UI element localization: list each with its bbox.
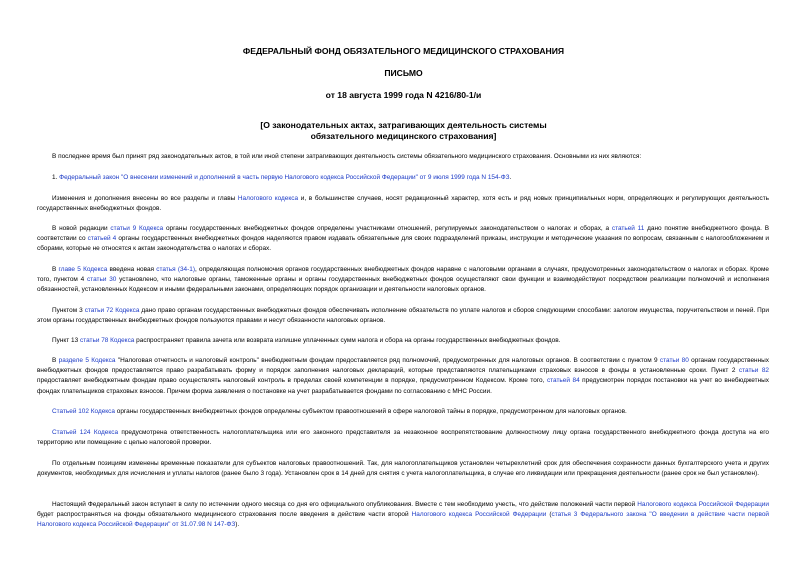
paragraph-text: По отдельным позициям изменены временные показатели для субъектов налоговых правоотношений. Так, для налогоплательщиков установлен четырехлетний срок для обеспечения сохранности данных бухгалтерского учета и других документов, необходимых для исчисления и уплаты налогов (ранее было 3 года). Установлен срок в 14 дней для снятия с учета налогоплательщика, в случае его ликвидации или прекращения деятельности (ранее срок не был установлен). (37, 460, 769, 478)
paragraph-text: Пунктом 3 (52, 307, 85, 314)
paragraph-text: В последнее время был принят ряд законодательных актов, в той или иной степени затрагивающих деятельность системы обязательного медицинского страхования. Основными из них являются: (52, 153, 642, 160)
paragraph-law-1 (37, 173, 769, 183)
document-link[interactable]: статьи 72 Кодекса (84, 307, 140, 314)
paragraph-text: распространяет правила зачета или возврата излишне уплаченных сумм налога и сбора на органы государственных внебюджетных фондов. (134, 337, 561, 344)
document-link[interactable]: статьи 78 Кодекса (79, 337, 135, 344)
paragraph-text: установлено, что налоговые органы, таможенные органы и органы государственных внебюджетных фондов осуществляют свои функции и взаимодействуют посредством реализации полномочий и исполнения обязанностей, установленных Кодексом и иными федеральными законами, определяющих порядок организации и деятельности налоговых органов. (37, 276, 769, 294)
paragraph-time-limits (37, 459, 769, 479)
paragraph-text: будет распространяться на фонды обязательного медицинского страхования после введения в действие части второй (37, 511, 412, 519)
paragraph-article-124 (37, 428, 769, 448)
paragraph-text: предоставляет внебюджетным фондам право осуществлять налоговый контроль в пределах своей компетенции в порядке, предусмотренном Кодексом. Кроме того, (37, 377, 547, 385)
doc-date-number: от 18 августа 1999 года N 4216/80-1/и (325, 90, 482, 100)
paragraph-text: ). (235, 521, 240, 529)
paragraph-text: В новой редакции (52, 225, 111, 232)
document-link[interactable]: статья 3 Федерального закона "О введении в действие части первой Налогового кодекса Российской Федерации" от 31.07.98 N 147-ФЗ (37, 511, 770, 529)
paragraph-text: . (509, 174, 512, 181)
document-link[interactable]: Налогового кодекса Российской Федерации (411, 511, 547, 519)
paragraph-intro (37, 152, 769, 162)
document-link[interactable]: статьи 82 (738, 367, 769, 375)
paragraph-text: органам государственных внебюджетных фондов предоставляется право разрабатывать форму и порядок заполнения налоговых деклараций, которые представляются плательщиками страховых взносов в фонды в установленные сроки. Пункт 2 (37, 357, 769, 375)
document-link[interactable]: статьи 30 (86, 276, 117, 284)
paragraph-text: Пункт 13 (52, 337, 80, 344)
paragraph-text: органы государственных внебюджетных фондов наделяются правом издавать обязательные для своих подразделений приказы, инструкции и методические указания по вопросам, связанным с налогообложением и сборами, которые не относятся к актам законодательства о налогах и сборах. (37, 235, 769, 253)
document-link[interactable]: статьи 80 (659, 357, 689, 364)
document-link[interactable]: статьей 84 (546, 377, 580, 385)
org-title: ФЕДЕРАЛЬНЫЙ ФОНД ОБЯЗАТЕЛЬНОГО МЕДИЦИНСКОГО СТРАХОВАНИЯ (242, 46, 565, 56)
document-link[interactable]: статья (34-1) (156, 266, 196, 273)
paragraph-article-102 (37, 407, 769, 417)
document-link[interactable]: статьей 4 (87, 235, 117, 243)
paragraph-text: органы государственных внебюджетных фондов определены субъектом правоотношений в сфере налоговой тайны в порядке, предусмотренном для налоговых органов. (114, 408, 627, 415)
paragraph-text: В (52, 357, 59, 364)
doc-subject-line2: обязательного медицинского страхования] (310, 131, 497, 141)
document-link[interactable]: разделе 5 Кодекса (58, 357, 116, 364)
doc-subject-line1: [О законодательных актах, затрагивающих деятельность системы (260, 120, 547, 130)
paragraph-article-78 (37, 336, 769, 346)
paragraph-text: введена новая (107, 266, 157, 273)
paragraph-entry-into-force (37, 500, 769, 531)
document-link[interactable]: статьей 11 (611, 225, 645, 232)
document-link[interactable]: Федеральный закон "О внесении изменений и дополнений в часть первую Налогового кодекса Российской Федерации" от 9 июля 1999 года N 154-ФЗ (59, 174, 510, 181)
document-link[interactable]: Налогового кодекса (237, 195, 299, 202)
paragraph-text: органы государственных внебюджетных фондов определены участниками отношений, регулируемых законодательством о налогах и сборах, а (163, 225, 612, 232)
doc-type: ПИСЬМО (384, 68, 423, 78)
paragraph-text: ( (546, 511, 552, 519)
document-link[interactable]: Статьей 102 Кодекса (52, 408, 115, 415)
paragraph-text: , определяющая полномочия органов государственных внебюджетных фондов наравне с налоговыми органами в случаях, предусмотренных законодательством о налогах и сборах. Кроме того, пунктом 4 (37, 266, 770, 284)
paragraph-section-5 (37, 356, 769, 397)
paragraph-text: предусмотрен порядок постановки на учет во внебюджетных фондах плательщиков страховых взносов. Причем форма заявления о постановке на учет разрабатывается фондами по согласованию с МНС России. (37, 377, 769, 395)
paragraph-text: Настоящий Федеральный закон вступает в силу по истечении одного месяца со дня его официального опубликования. Вместе с тем необходимо учесть, что действие положений части первой (52, 501, 638, 508)
paragraph-text: дано право органам государственных внебюджетных фондов обеспечивать исполнение обязательств по уплате налогов и сборов следующими способами: залогом имущества, поручительством и пеней. При этом органы государственных внебюджетных фондов пользуются правами и несут обязанности налоговых органов. (37, 307, 769, 325)
paragraph-text: В (52, 266, 59, 273)
paragraph-changes (37, 194, 769, 214)
paragraph-text: и, в большинстве случаев, носят редакционный характер, хотя есть и ряд новых принципиальных норм, определяющих и регулирующих деятельность государственных внебюджетных фондов. (37, 195, 769, 213)
paragraph-text: 1. (52, 174, 60, 181)
document-link[interactable]: Статьей 124 Кодекса (52, 429, 119, 436)
document-link[interactable]: статьи 9 Кодекса (110, 225, 164, 232)
paragraph-text: "Налоговая отчетность и налоговый контроль" внебюджетным фондам предоставляется ряд полномочий, предусмотренных для налоговых органов. В соответствии с пунктом 9 (115, 357, 660, 364)
paragraph-article-9 (37, 224, 769, 255)
paragraph-chapter-5 (37, 265, 769, 296)
document-link[interactable]: Налогового кодекса Российской Федерации (637, 501, 769, 508)
document-link[interactable]: главе 5 Кодекса (58, 266, 108, 273)
paragraph-text: Изменения и дополнения внесены во все разделы и главы (52, 195, 238, 202)
paragraph-text: дано понятие внебюджетного фонда. В соответствии со (37, 225, 769, 243)
paragraph-article-72 (37, 306, 769, 326)
paragraph-text: предусмотрена ответственность налогоплательщика или его законного представителя за незаконное воспрепятствование должностному лицу органа государственного внебюджетного фонда доступа на его территорию или помещение с целью налоговой проверки. (37, 429, 769, 447)
